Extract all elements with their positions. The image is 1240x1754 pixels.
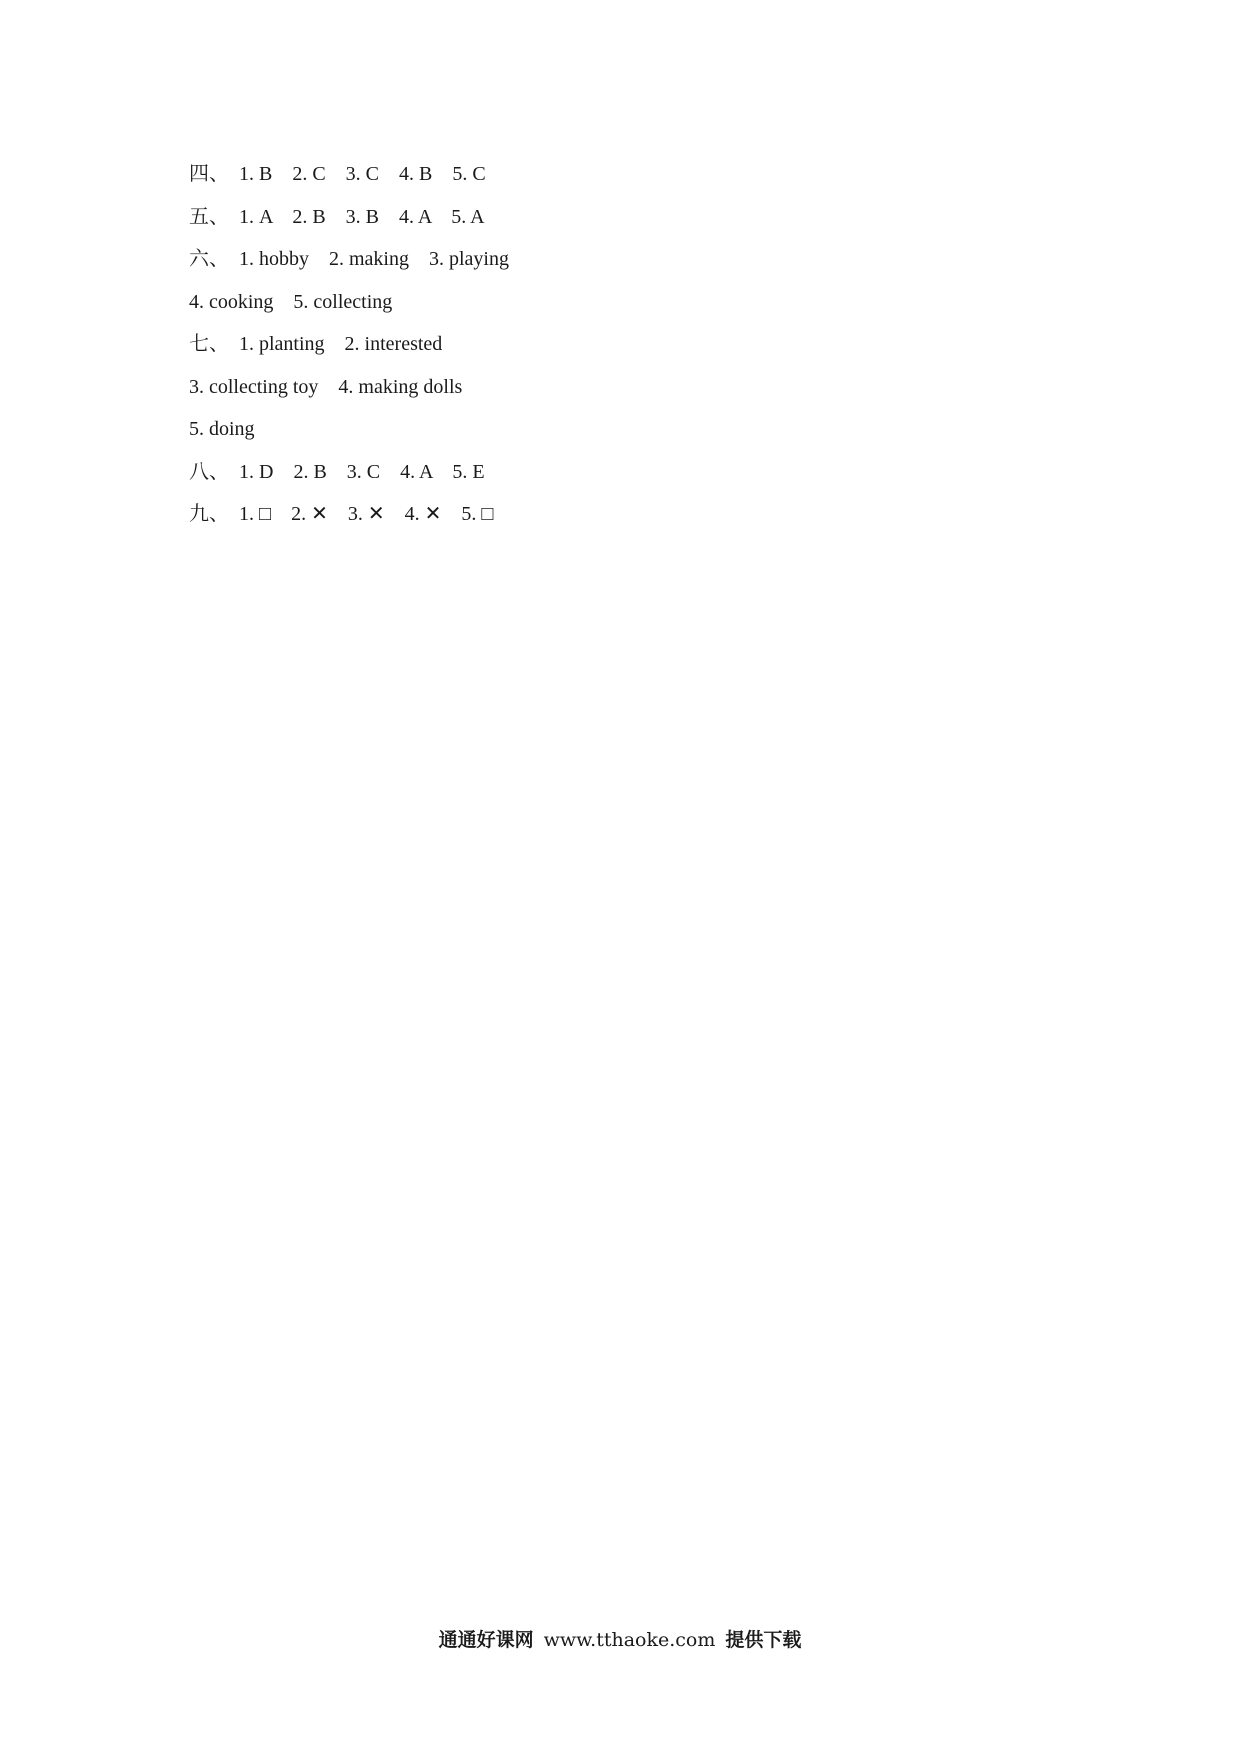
answer-line-6a: 六、 1. hobby 2. making 3. playing xyxy=(189,248,509,270)
footer-url[interactable]: www.tthaoke.com xyxy=(543,1629,716,1651)
answer-key xyxy=(189,153,1089,536)
answer-line-7b: 3. collecting toy 4. making dolls xyxy=(189,375,463,398)
answer-line-5: 五、 1. A 2. B 3. B 4. A 5. A xyxy=(189,205,485,228)
answer-line-9: 九、 1. □ 2. ✕ 3. ✕ 4. ✕ 5. □ xyxy=(189,503,494,525)
footer-suffix: 提供下载 xyxy=(725,1629,802,1651)
answer-line-8: 八、 1. D 2. B 3. C 4. A 5. E xyxy=(189,460,485,483)
footer-site-name: 通通好课网 xyxy=(438,1629,534,1651)
answer-line-7a: 七、 1. planting 2. interested xyxy=(189,333,443,355)
answer-line-7c: 5. doing xyxy=(189,418,255,440)
page-footer xyxy=(0,1625,1240,1652)
answer-line-4: 四、 1. B 2. C 3. C 4. B 5. C xyxy=(189,163,486,185)
answer-line-6b: 4. cooking 5. collecting xyxy=(189,290,393,313)
